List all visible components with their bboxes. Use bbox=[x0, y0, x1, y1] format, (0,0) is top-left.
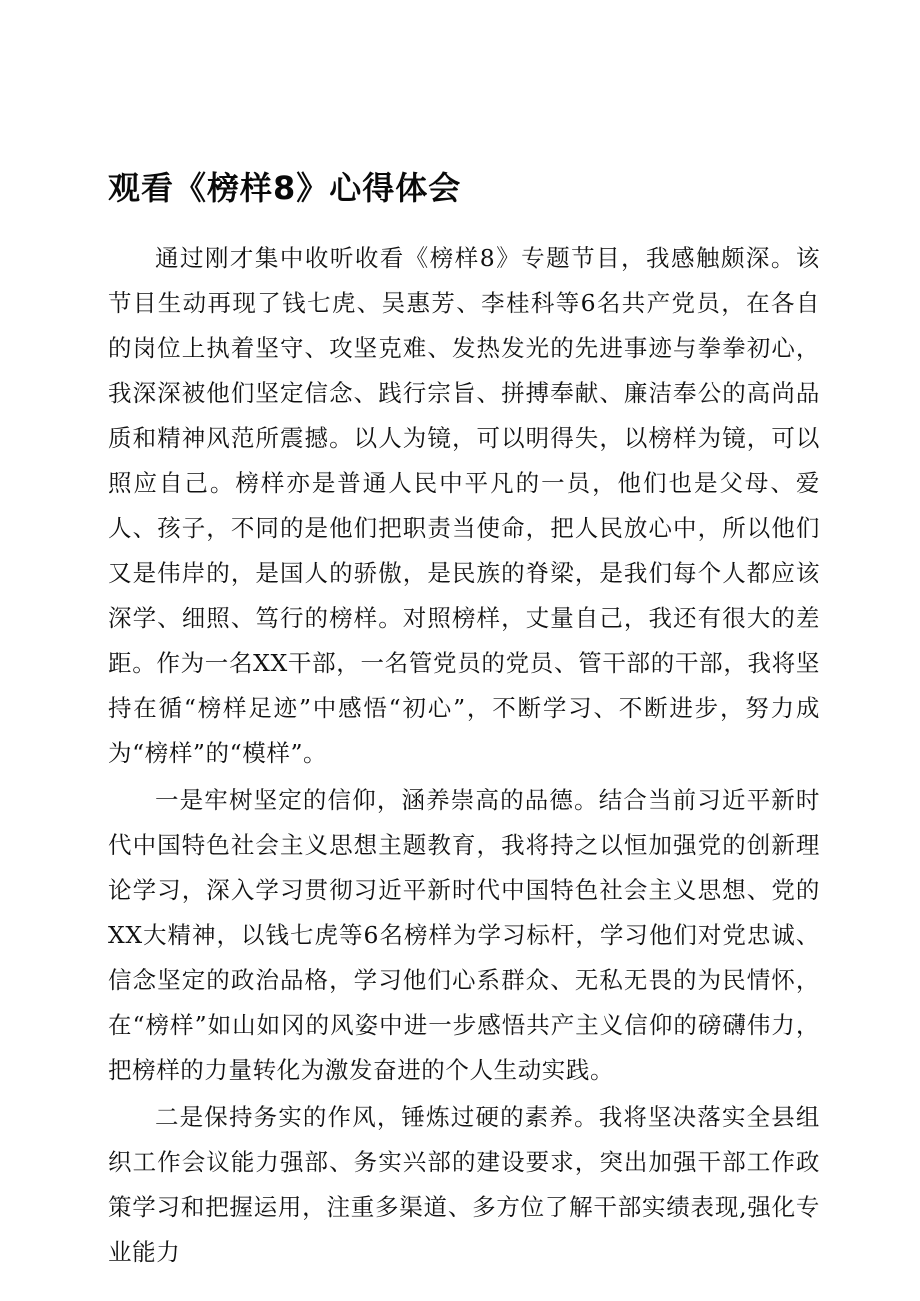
paragraph-2: 一是牢树坚定的信仰，涵养崇高的品德。结合当前习近平新时代中国特色社会主义思想主题教育，我将持之以恒加强党的创新理论学习，深入学习贯彻习近平新时代中国特色社会主义思想、党的XX大精神，以钱七虎等6名榜样为学习标杆，学习他们对党忠诚、信念坚定的政治品格，学习他们心系群众、无私无畏的为民情怀，在“榜样”如山如冈的风姿中进一步感悟共产主义信仰的磅礴伟力，把榜样的力量转化为激发奋进的个人生动实践。 bbox=[108, 785, 820, 1084]
page-title: 观看《榜样8》心得体会 bbox=[108, 169, 462, 207]
document-body bbox=[108, 168, 820, 1275]
paragraph-3: 二是保持务实的作风，锤炼过硬的素养。我将坚决落实全县组织工作会议能力强部、务实兴部的建设要求，突出加强干部工作政策学习和把握运用，注重多渠道、多方位了解干部实绩表现,强化专业能力 bbox=[108, 1102, 820, 1266]
paragraph-1: 通过刚才集中收听收看《榜样8》专题节目，我感触颇深。该节目生动再现了钱七虎、吴惠芳、李桂科等6名共产党员，在各自的岗位上执着坚守、攻坚克难、发热发光的先进事迹与拳拳初心，我深深被他们坚定信念、践行宗旨、拼搏奉献、廉洁奉公的高尚品质和精神风范所震撼。以人为镜，可以明得失，以榜样为镜，可以照应自己。榜样亦是普通人民中平凡的一员，他们也是父母、爱人、孩子，不同的是他们把职责当使命，把人民放心中，所以他们又是伟岸的，是国人的骄傲，是民族的脊梁，是我们每个人都应该深学、细照、笃行的榜样。对照榜样，丈量自己，我还有很大的差距。作为一名XX干部，一名管党员的党员、管干部的干部，我将坚持在循“榜样足迹”中感悟“初心”，不断学习、不断进步，努力成为“榜样”的“模样”。 bbox=[108, 243, 820, 767]
